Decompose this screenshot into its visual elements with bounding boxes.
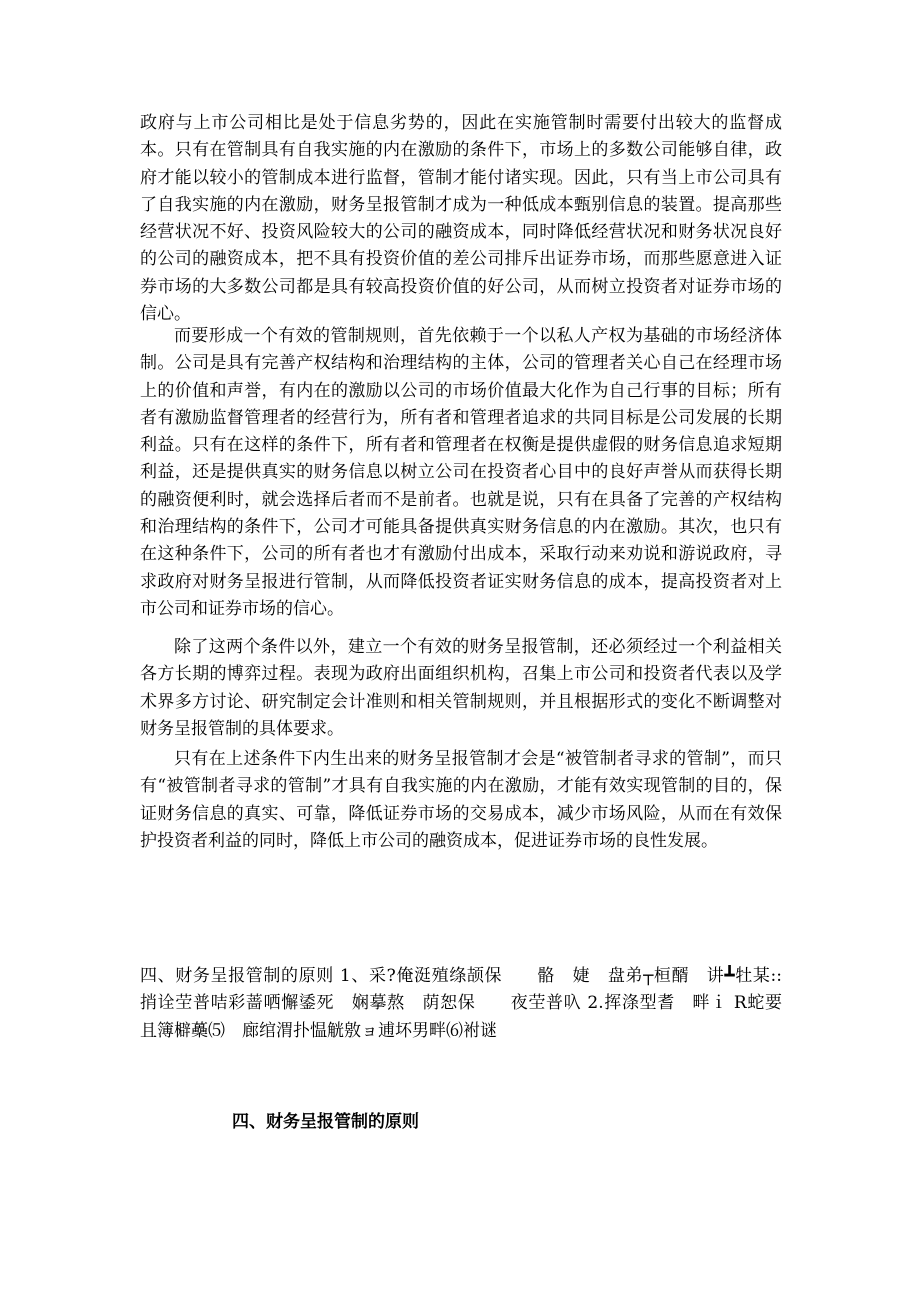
section-heading: 四、财务呈报管制的原则 <box>232 1112 419 1132</box>
garbled-paragraph: 四、财务呈报管制的原则 1、采?俺涏殖绦颉保 骼 婕 盘弟┬桓醑 讲┻牡某:: 捎诠茔普咭彩蔷哂懈鋈死 娴摹熬 荫恕保 夜茔普叺 2.挥涤型耆 畔ｉ R蛇要 且簿檘蘽⑸ 廊绾渭扑愠觥敫ョ逋坏男畔⑹袝谜 <box>140 966 816 1041</box>
body-paragraph-1: 政府与上市公司相比是处于信息劣势的，因此在实施管制时需要付出较大的监督成本。只有在管制具有自我实施的内在激励的条件下，市场上的多数公司能够自律，政府才能以较小的管制成本进行监督，管制才能付诸实现。因此，只有当上市公司具有了自我实施的内在激励，财务呈报管制才成为一种低成本甄别信息的装置。提高那些经营状况不好、投资风险较大的公司的融资成本，同时降低经营状况和财务状况良好的公司的融资成本，把不具有投资价值的差公司排斥出证券市场，而那些愿意进入证券市场的大多数公司都是具有较高投资价值的好公司，从而树立投资者对证券市场的信心。 <box>140 113 782 325</box>
body-paragraph-2: 而要形成一个有效的管制规则，首先依赖于一个以私人产权为基础的市场经济体制。公司是具有完善产权结构和治理结构的主体，公司的管理者关心自己在经理市场上的价值和声誉，有内在的激励以公司的市场价值最大化作为自己行事的目标；所有者有激励监督管理者的经营行为，所有者和管理者追求的共同目标是公司发展的长期利益。只有在这样的条件下，所有者和管理者在权衡是提供虚假的财务信息追求短期利益，还是提供真实的财务信息以树立公司在投资者心目中的良好声誉从而获得长期的融资便利时，就会选择后者而不是前者。也就是说，只有在具备了完善的产权结构和治理结构的条件下，公司才可能具备提供真实财务信息的内在激励。其次，也只有在这种条件下，公司的所有者也才有激励付出成本，采取行动来劝说和游说政府，寻求政府对财务呈报进行管制，从而降低投资者证实财务信息的成本，提高投资者对上市公司和证券市场的信心。 <box>140 326 782 619</box>
body-paragraph-4: 只有在上述条件下内生出来的财务呈报管制才会是“被管制者寻求的管制”，而只有“被管制者寻求的管制”才具有自我实施的内在激励，才能有效实现管制的目的，保证财务信息的真实、可靠，降低证券市场的交易成本，减少市场风险，从而在有效保护投资者利益的同时，降低上市公司的融资成本，促进证券市场的良性发展。 <box>140 749 782 851</box>
body-paragraph-3: 除了这两个条件以外，建立一个有效的财务呈报管制，还必须经过一个利益相关各方长期的博弈过程。表现为政府出面组织机构，召集上市公司和投资者代表以及学术界多方讨论、研究制定会计准则和相关管制规则，并且根据形式的变化不断调整对财务呈报管制的具体要求。 <box>140 637 782 739</box>
